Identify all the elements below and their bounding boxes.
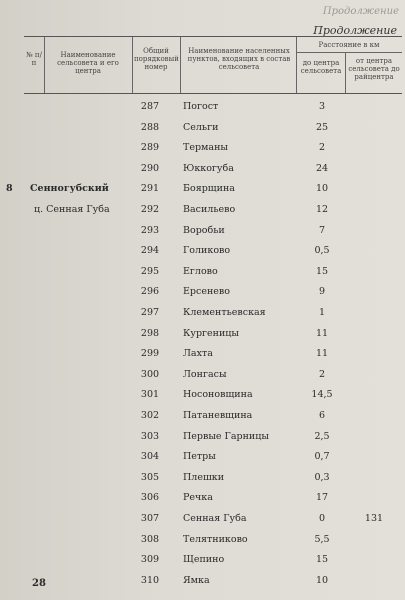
table-row [0, 302, 405, 324]
sequence-number: 287 [140, 101, 160, 112]
table-row [0, 570, 405, 592]
distance-to-council: 5,5 [314, 533, 330, 545]
distance-to-council: 7 [318, 224, 326, 236]
table-row [0, 240, 405, 262]
continuation-faint: Продолжение [322, 6, 399, 17]
place-name: Сельги [183, 121, 219, 133]
place-name: Ерсенево [183, 286, 230, 298]
place-name: Кургеницы [183, 327, 239, 339]
table-row [0, 487, 405, 509]
place-name: Погост [183, 101, 219, 112]
place-name: Клементьевская [183, 307, 266, 318]
place-name: Щепино [183, 554, 225, 566]
table-row [0, 446, 405, 468]
table-row [0, 199, 405, 221]
place-name: Терманы [183, 142, 228, 154]
sequence-number: 310 [140, 574, 160, 586]
sequence-number: 307 [140, 513, 160, 524]
place-name: Плешки [183, 471, 225, 483]
sequence-number: 289 [140, 142, 160, 154]
sequence-number: 293 [140, 224, 160, 236]
distance-to-council: 11 [315, 348, 329, 360]
place-name: Еглово [183, 265, 218, 277]
sequence-number: 295 [140, 265, 160, 277]
distance-to-council: 3 [318, 101, 326, 112]
continuation-title: Продолжение [313, 24, 397, 37]
place-name: Первые Гарницы [183, 430, 269, 442]
table-row [0, 158, 405, 180]
header-divider [44, 37, 45, 93]
place-name: Воробьи [183, 224, 225, 236]
sequence-number: 298 [140, 327, 160, 339]
table-row [0, 261, 405, 283]
place-name: Патаневщина [183, 410, 253, 421]
sequence-number: 292 [140, 204, 160, 215]
distance-to-council: 25 [315, 121, 329, 133]
distance-to-council: 0,5 [314, 245, 330, 257]
distance-to-council: 24 [315, 162, 329, 174]
sequence-number: 305 [140, 471, 160, 483]
row-number: 8 [6, 183, 13, 195]
sequence-number: 296 [140, 286, 160, 298]
table-row [0, 117, 405, 139]
place-name: Юккогуба [183, 162, 234, 174]
place-name: Речка [183, 492, 213, 504]
sequence-number: 297 [140, 307, 160, 318]
header-divider [132, 37, 133, 93]
distance-to-council: 0,7 [314, 451, 330, 463]
table-row [0, 508, 405, 530]
distance-to-council: 0,3 [314, 471, 330, 483]
header-distance: Расстояние в км [318, 41, 380, 49]
table-row [0, 549, 405, 571]
table-row [0, 137, 405, 159]
table-row [0, 364, 405, 386]
distance-to-council: 2 [318, 368, 326, 380]
header-seq: Общий порядковый номер [134, 47, 179, 71]
table-row [0, 178, 405, 200]
distance-to-council: 1 [318, 307, 326, 318]
distance-to-council: 15 [315, 554, 329, 566]
table-row [0, 343, 405, 365]
header-divider [296, 52, 402, 53]
sequence-number: 291 [140, 183, 160, 195]
sequence-number: 299 [140, 348, 160, 360]
header-divider [180, 37, 181, 93]
distance-to-council: 10 [315, 183, 329, 195]
sequence-number: 308 [140, 533, 160, 545]
header-council: Наименование сельсовета и его центра [57, 51, 119, 75]
table-row [0, 281, 405, 303]
table-row [0, 323, 405, 345]
place-name: Телятниково [183, 533, 248, 545]
distance-to-council: 6 [318, 410, 326, 421]
sequence-number: 304 [140, 451, 160, 463]
distance-to-council: 2 [318, 142, 326, 154]
distance-to-council: 12 [315, 204, 329, 215]
place-name: Лонгасы [183, 368, 227, 380]
sequence-number: 290 [140, 162, 160, 174]
distance-to-council: 2,5 [314, 430, 330, 442]
table-row [0, 384, 405, 406]
header-to-council: до центра сельсовета [300, 59, 342, 75]
table-row [0, 405, 405, 427]
sequence-number: 294 [140, 245, 160, 257]
sequence-number: 309 [140, 554, 160, 566]
distance-to-council: 10 [315, 574, 329, 586]
table-row [0, 220, 405, 242]
sequence-number: 301 [140, 389, 160, 401]
table-row [0, 467, 405, 489]
place-name: Носоновщина [183, 389, 253, 401]
header-no: № п/п [26, 51, 42, 67]
distance-to-council: 14,5 [311, 389, 333, 401]
table-header [24, 36, 402, 94]
distance-to-council: 0 [318, 513, 326, 524]
place-name: Голиково [183, 245, 231, 257]
distance-to-council: 17 [315, 492, 329, 504]
sequence-number: 300 [140, 368, 160, 380]
table-row [0, 426, 405, 448]
place-name: Боярщина [183, 183, 235, 195]
council-name: ц. Сенная Губа [34, 204, 110, 215]
header-to-district: от центра сельсовета до райцентра [348, 57, 400, 81]
place-name: Ямка [183, 574, 210, 586]
table-row [0, 96, 405, 118]
distance-to-council: 15 [315, 265, 329, 277]
sequence-number: 288 [140, 121, 160, 133]
sequence-number: 302 [140, 410, 160, 421]
header-divider [345, 53, 346, 93]
distance-to-district: 131 [364, 513, 384, 524]
sequence-number: 306 [140, 492, 160, 504]
place-name: Васильево [183, 204, 236, 215]
place-name: Сенная Губа [183, 513, 247, 524]
distance-to-council: 9 [318, 286, 326, 298]
sequence-number: 303 [140, 430, 160, 442]
place-name: Петры [183, 451, 216, 463]
header-divider [296, 37, 297, 93]
place-name: Лахта [183, 348, 213, 360]
header-places: Наименование населенных пунктов, входящих в состав сельсовета [187, 47, 291, 71]
table-row [0, 529, 405, 551]
page-number: 28 [32, 578, 46, 589]
council-name: Сенногубский [30, 183, 109, 195]
distance-to-council: 11 [315, 327, 329, 339]
